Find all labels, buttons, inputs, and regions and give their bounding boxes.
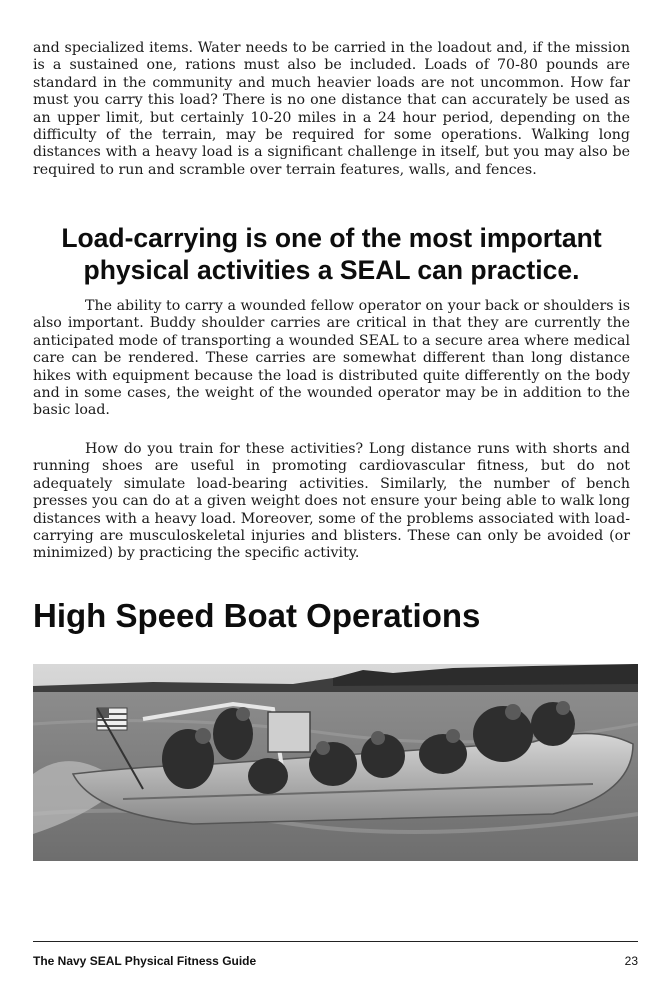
body-paragraph-1: and specialized items. Water needs to be carried in the loadout and, if the mission is a sustained one, rations must also be included. Loads of 70-80 pounds are standard in the community and much heavier loads are not uncommon. How far must you carry this load? There is no one distance that can accurately be used as an upper limit, but certainly 10-20 miles in a 24 hour period, depending on the difficulty of the terrain, may be required for some operations. Walking long distances with a heavy load is a significant challenge in itself, but you may also be required to run and scramble over terrain features, walls, and fences.	[33, 40, 630, 178]
footer-divider	[33, 941, 638, 942]
footer-title: The Navy SEAL Physical Fitness Guide	[33, 954, 257, 968]
body-paragraph-2: The ability to carry a wounded fellow operator on your back or shoulders is also important. Buddy shoulder carries are critical in that they are currently the anticipated mode of transporting a wounded SEAL to a secure area where medical care can be rendered. These carries are somewhat different than long distance hikes with equipment because the load is distributed quite differently on the body and in some cases, the weight of the wounded operator may be in addition to the basic load.	[33, 298, 630, 419]
pull-quote: Load-carrying is one of the most important physical activities a SEAL can practice.	[61, 223, 602, 285]
body-paragraph-3: How do you train for these activities? Long distance runs with shorts and running shoes are useful in promoting cardiovascular fitness, but do not adequately simulate load-bearing activities. Similarly, the number of bench presses you can do at a given weight does not ensure your being able to walk long distances with a heavy load. Moreover, some of the problems associated with load-carrying are musculoskeletal injuries and blisters. These can only be avoided (or minimized) by practicing the specific activity.	[33, 441, 630, 562]
boat-photo	[33, 664, 638, 861]
photo-boat-seals-icon	[33, 664, 638, 861]
section-heading: High Speed Boat Operations	[33, 597, 481, 634]
page-number: 23	[624, 954, 638, 968]
